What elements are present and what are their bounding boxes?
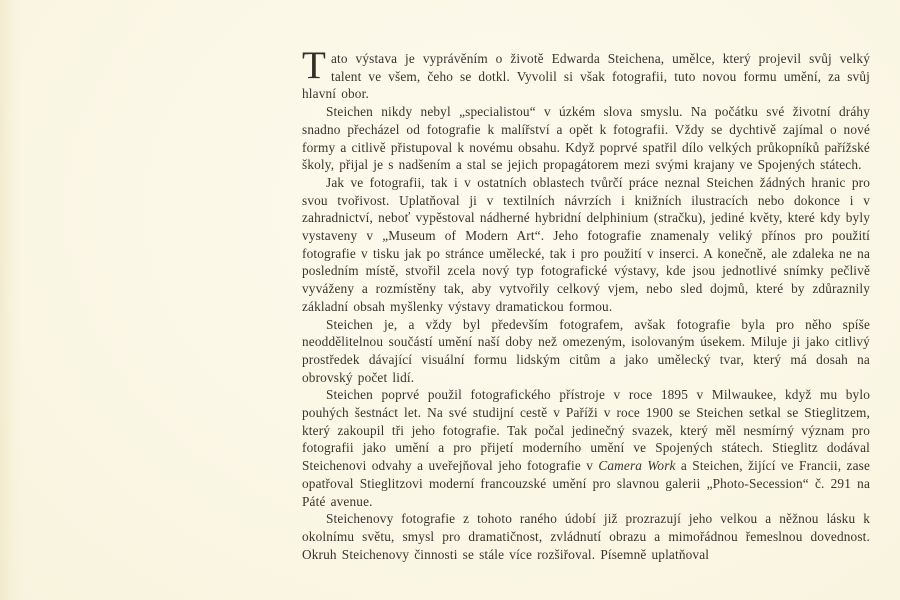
paragraph-early-photos: Steichenovy fotografie z tohoto raného údobí již prozrazují jeho velkou a něžnou lásku k okolnímu světu, smysl pro dramatičnost, zvládnutí obrazu a mimořádnou řemeslnou dovednost. Okruh Steichenovy činnosti se stále více rozšiřoval. Písemně uplatňoval xyxy=(302,511,870,562)
paragraph-text: ato výstava je vyprávěním o životě Edwarda Steichena, umělce, který projevil svůj velký talent ve všem, čeho se dotkl. Vyvolil si však fotografii, tuto novou formu umění, za svůj hlavní obor. xyxy=(302,51,870,102)
paragraph-photographer: Steichen je, a vždy byl především fotografem, avšak fotografie byla pro něho spíše neoddělitelnou součástí umění naší doby než omezeným, isolovaným úsekem. Miluje ji jako citlivý prostředek dávající visuální formu lidským citům a jako umělecký tvar, který má dosah na obrovský počet lidí. xyxy=(302,316,870,385)
paragraph-specialist: Steichen nikdy nebyl „specialistou“ v úzkém slova smyslu. Na počátku své životní dráhy snadno přecházel od fotografie k malířství a opět k fotografii. Vždy se dychtivě zajímal o nové formy a citlivě přistupoval k novému obsahu. Když poprvé spatřil dílo velkých průkopníků pařížské školy, přijal je s nadšením a stal se jejich propagátorem mezi svými krajany ve Spojených státech. xyxy=(302,104,870,173)
paragraph-text: Steichen poprvé použil fotografického přístroje v roce 1895 v Milwaukee, když mu bylo pouhých šestnáct let. Na své studijní cestě v Paříži v roce 1900 se Steichen setkal se Stieglitzem, který zakoupil tři jeho fotografie. Tak počal jedinečný svazek, který měl nesmírný význam pro fotografii jako umění a pro přijetí moderního umění ve Spojených státech. Stieglitz dodával Steichenovi odvahy a uveřejňoval jeho fotografie v xyxy=(302,387,870,474)
paragraph-intro xyxy=(302,44,870,103)
paragraph-creativity: Jak ve fotografii, tak i v ostatních oblastech tvůrčí práce neznal Steichen žádných hranic pro svou tvořivost. Uplatňoval ji v textilních návrzích i knižních ilustracích nebo dokonce i v zahradnictví, neboť vypěstoval nádherné hybridní delphinium (stračku), jediné květy, které kdy byly vystaveny v „Museum of Modern Art“. Jeho fotografie znamenaly veliký přínos pro použití fotografie v tisku jak po stránce umělecké, tak i pro použití v inserci. A konečně, ale zdaleka ne na posledním místě, stvořil zcela nový typ fotografické výstavy, kde jsou jednotlivé snímky pečlivě vyváženy a rozmístěny tak, aby vytvořily celkový vjem, nebo sled dojmů, které by zdůraznily základní obsah myšlenky výstavy dramatickou formou. xyxy=(302,174,870,314)
paragraph-text: a Steichen, žijící ve Francii, zase opatřoval Stieglitzovi moderní francouzské umění pro slavnou galerii „Photo-Secession“ č. 291 na Páté avenue. xyxy=(302,458,871,509)
paragraph-stieglitz xyxy=(302,386,870,510)
page-text-column xyxy=(302,44,871,563)
italic-publication-title: Camera Work xyxy=(598,458,676,474)
drop-cap: T xyxy=(302,44,326,87)
